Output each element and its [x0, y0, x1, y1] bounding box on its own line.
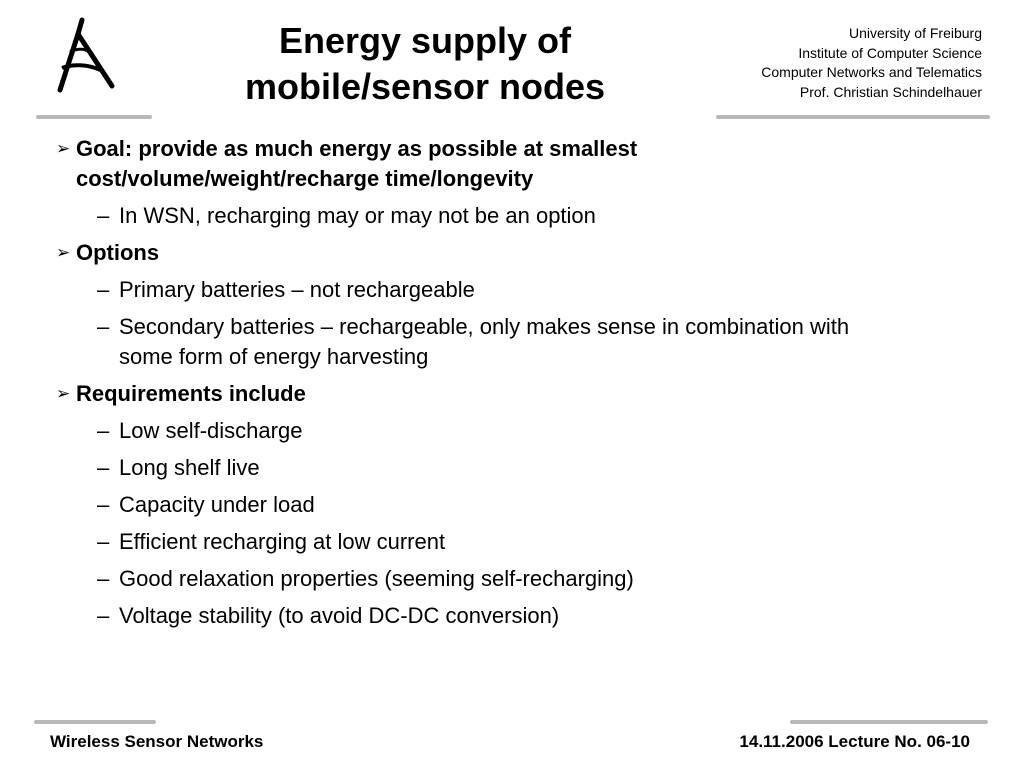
sub-bullet — [97, 564, 986, 594]
sub-bullet — [97, 312, 986, 372]
affiliation-line: Institute of Computer Science — [798, 44, 982, 61]
affiliation-block — [761, 24, 982, 102]
university-logo-icon — [30, 12, 140, 102]
footer-course-title: Wireless Sensor Networks — [50, 732, 264, 751]
dash-bullet: – — [97, 277, 110, 302]
sub-bullet-text: Efficient recharging at low current — [119, 529, 446, 554]
arrow-bullet-icon: ➢ — [56, 384, 71, 403]
sub-bullet-text: Primary batteries – not rechargeable — [119, 277, 475, 302]
dash-bullet: – — [97, 492, 110, 517]
sub-bullet — [97, 490, 986, 520]
sub-bullet — [97, 416, 986, 446]
sub-bullet-text: Capacity under load — [119, 492, 315, 517]
sub-bullet-text: some form of energy harvesting — [119, 344, 429, 369]
title-line-2: mobile/sensor nodes — [244, 66, 606, 107]
affiliation-line: Prof. Christian Schindelhauer — [799, 83, 982, 100]
sub-bullet-text: Good relaxation properties (seeming self-recharging) — [119, 566, 634, 591]
dash-bullet: – — [97, 603, 110, 628]
sub-bullet — [97, 275, 986, 305]
slide-content — [56, 134, 986, 638]
sub-bullet — [97, 527, 986, 557]
header-rule-right — [716, 115, 990, 119]
dash-bullet: – — [97, 455, 110, 480]
bullet-options — [56, 238, 986, 268]
footer-rule-right — [790, 720, 988, 724]
bullet-text: Options — [76, 240, 160, 265]
arrow-bullet-icon: ➢ — [56, 139, 71, 158]
arrow-bullet-icon: ➢ — [56, 243, 71, 262]
slide-title — [200, 18, 650, 110]
footer-rule-left — [34, 720, 156, 724]
bullet-text: Goal: provide as much energy as possible at smallest — [76, 136, 638, 161]
dash-bullet: – — [97, 203, 110, 228]
dash-bullet: – — [97, 314, 110, 339]
sub-bullet — [97, 453, 986, 483]
header-rule-left — [36, 115, 152, 119]
bullet-requirements — [56, 379, 986, 409]
affiliation-line: University of Freiburg — [848, 25, 982, 41]
dash-bullet: – — [97, 418, 110, 443]
affiliation-line: Computer Networks and Telematics — [761, 64, 982, 80]
dash-bullet: – — [97, 566, 110, 591]
sub-bullet — [97, 201, 986, 231]
sub-bullet-text: In WSN, recharging may or may not be an option — [119, 203, 596, 228]
sub-bullet — [97, 601, 986, 631]
bullet-goal — [56, 134, 986, 194]
sub-bullet-text: Long shelf live — [119, 455, 260, 480]
sub-bullet-text: Low self-discharge — [119, 418, 303, 443]
title-line-1: Energy supply of — [278, 20, 572, 61]
bullet-text: Requirements include — [76, 381, 306, 406]
bullet-text: cost/volume/weight/recharge time/longevity — [76, 166, 534, 191]
dash-bullet: – — [97, 529, 110, 554]
sub-bullet-text: Secondary batteries – rechargeable, only makes sense in combination with — [119, 314, 850, 339]
footer-lecture-info: 14.11.2006 Lecture No. 06-10 — [739, 732, 970, 751]
sub-bullet-text: Voltage stability (to avoid DC-DC conversion) — [119, 603, 560, 628]
